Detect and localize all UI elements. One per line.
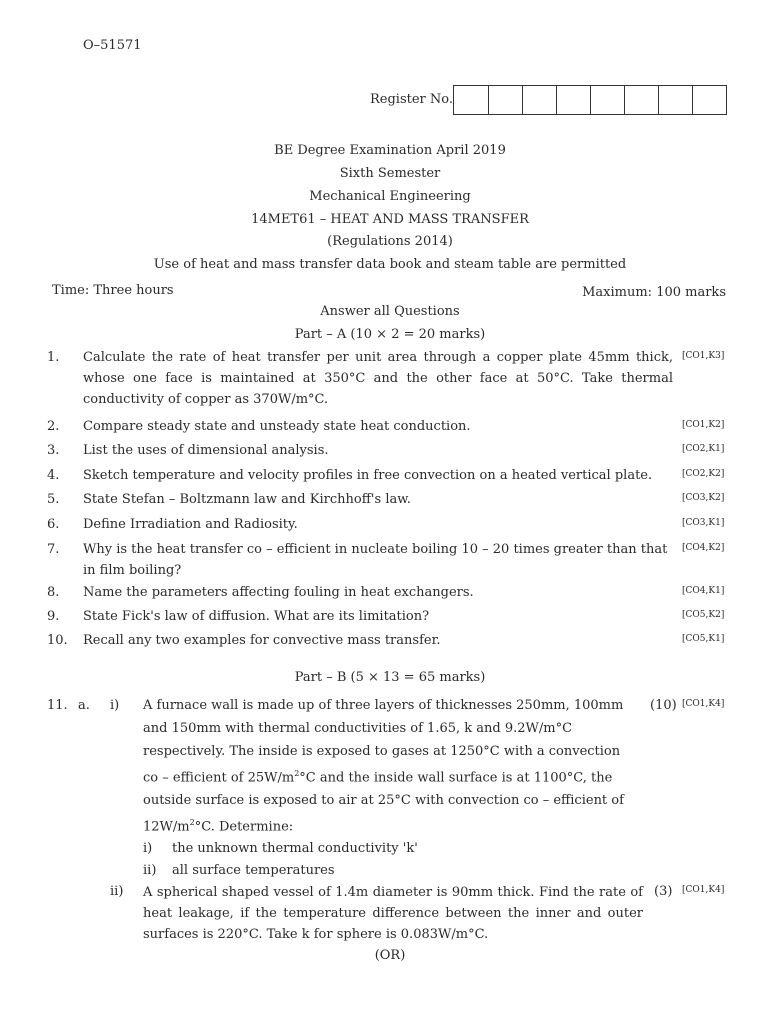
superscript: 2: [294, 769, 300, 778]
question-number: 2.: [47, 419, 60, 434]
course-outcome-tag: [CO1,K4]: [682, 885, 725, 895]
question-number: 4.: [47, 468, 60, 483]
course-outcome-tag: [CO2,K2]: [682, 469, 725, 479]
part-a-title: Part – A (10 × 2 = 20 marks): [294, 327, 486, 342]
register-box[interactable]: [556, 86, 590, 114]
question-line: respectively. The inside is exposed to gases at 1250°C with a convection: [143, 744, 621, 759]
course-outcome-tag: [CO3,K2]: [682, 493, 725, 503]
question-number: 10.: [47, 633, 68, 648]
sub-item-text: the unknown thermal conductivity 'k': [172, 841, 418, 856]
question-number: 11.: [47, 698, 68, 713]
text-fragment: °C and the inside wall surface is at 1100°C, the: [299, 770, 613, 786]
question-number: 7.: [47, 542, 60, 557]
question-line: outside surface is exposed to air at 25°C with convection co – efficient of: [143, 793, 624, 808]
register-box[interactable]: [590, 86, 624, 114]
course-outcome-tag: [CO5,K2]: [682, 610, 725, 620]
question-number: 3.: [47, 443, 60, 458]
question-text: Calculate the rate of heat transfer per unit area through a copper plate 45mm thick, whose one face is maintained at 350°C and the other face at 50°C. Take thermal conductivity of copper as 370W/m°C.: [83, 350, 673, 407]
question-line: [143, 818, 293, 834]
question-number: 6.: [47, 517, 60, 532]
superscript: 2: [189, 818, 195, 827]
question-text: A spherical shaped vessel of 1.4m diameter is 90mm thick. Find the rate of heat leakage, if the temperature difference between the inner and outer surfaces is 220°C. Take k for sphere is 0.083W/m°C.: [143, 885, 643, 942]
register-box[interactable]: [624, 86, 658, 114]
question-text: State Stefan – Boltzmann law and Kirchhoff's law.: [83, 492, 411, 507]
course-outcome-tag: [CO3,K1]: [682, 518, 725, 528]
question-line: and 150mm with thermal conductivities of 1.65, k and 9.2W/m°C: [143, 721, 573, 736]
register-box[interactable]: [522, 86, 556, 114]
sub-item-label: ii): [143, 863, 157, 878]
paper-code: O–51571: [83, 38, 142, 53]
text-fragment: °C. Determine:: [194, 819, 294, 835]
question-number: 1.: [47, 350, 60, 365]
text-fragment: 12W/m: [143, 819, 190, 835]
permission-note: Use of heat and mass transfer data book and steam table are permitted: [153, 257, 627, 272]
text-fragment: co – efficient of 25W/m: [143, 770, 295, 786]
department: Mechanical Engineering: [309, 189, 471, 204]
question-text: Name the parameters affecting fouling in heat exchangers.: [83, 585, 474, 600]
course-outcome-tag: [CO4,K1]: [682, 586, 725, 596]
sub-item-text: all surface temperatures: [172, 863, 335, 878]
question-text: Recall any two examples for convective mass transfer.: [83, 633, 441, 648]
or-separator: (OR): [374, 948, 406, 963]
register-box[interactable]: [658, 86, 692, 114]
part-b-title: Part – B (5 × 13 = 65 marks): [294, 670, 486, 685]
course-outcome-tag: [CO5,K1]: [682, 634, 725, 644]
semester: Sixth Semester: [339, 166, 441, 181]
exam-title: BE Degree Examination April 2019: [274, 143, 506, 158]
question-number: 5.: [47, 492, 60, 507]
question-text: Compare steady state and unsteady state heat conduction.: [83, 419, 471, 434]
register-box[interactable]: [488, 86, 522, 114]
regulations: (Regulations 2014): [327, 234, 453, 249]
register-box[interactable]: [454, 86, 488, 114]
course-title: 14MET61 – HEAT AND MASS TRANSFER: [251, 212, 529, 227]
instruction: Answer all Questions: [320, 304, 460, 319]
register-box[interactable]: [692, 86, 726, 114]
question-text: Define Irradiation and Radiosity.: [83, 517, 298, 532]
question-line: A furnace wall is made up of three layers of thicknesses 250mm, 100mm: [143, 698, 624, 713]
course-outcome-tag: [CO1,K4]: [682, 699, 725, 709]
question-number: 9.: [47, 609, 60, 624]
question-text: List the uses of dimensional analysis.: [83, 443, 329, 458]
question-option-label: a.: [78, 698, 90, 713]
course-outcome-tag: [CO1,K3]: [682, 351, 725, 361]
question-number: 8.: [47, 585, 60, 600]
course-outcome-tag: [CO4,K2]: [682, 543, 725, 553]
time-label: Time: Three hours: [52, 283, 174, 298]
marks-label: (10): [650, 698, 677, 713]
question-line: [143, 769, 612, 785]
question-text: State Fick's law of diffusion. What are its limitation?: [83, 609, 430, 624]
sub-question-label: i): [110, 698, 120, 713]
sub-question-label: ii): [110, 884, 124, 899]
course-outcome-tag: [CO1,K2]: [682, 420, 725, 430]
question-text: Why is the heat transfer co – efficient in nucleate boiling 10 – 20 times greater than that in film boiling?: [83, 542, 668, 578]
question-text: Sketch temperature and velocity profiles in free convection on a heated vertical plate.: [83, 468, 653, 483]
register-number-boxes[interactable]: [453, 85, 727, 115]
register-label: Register No.: [370, 92, 454, 107]
max-marks: Maximum: 100 marks: [582, 285, 726, 300]
marks-label: (3): [654, 884, 673, 899]
sub-item-label: i): [143, 841, 153, 856]
course-outcome-tag: [CO2,K1]: [682, 444, 725, 454]
